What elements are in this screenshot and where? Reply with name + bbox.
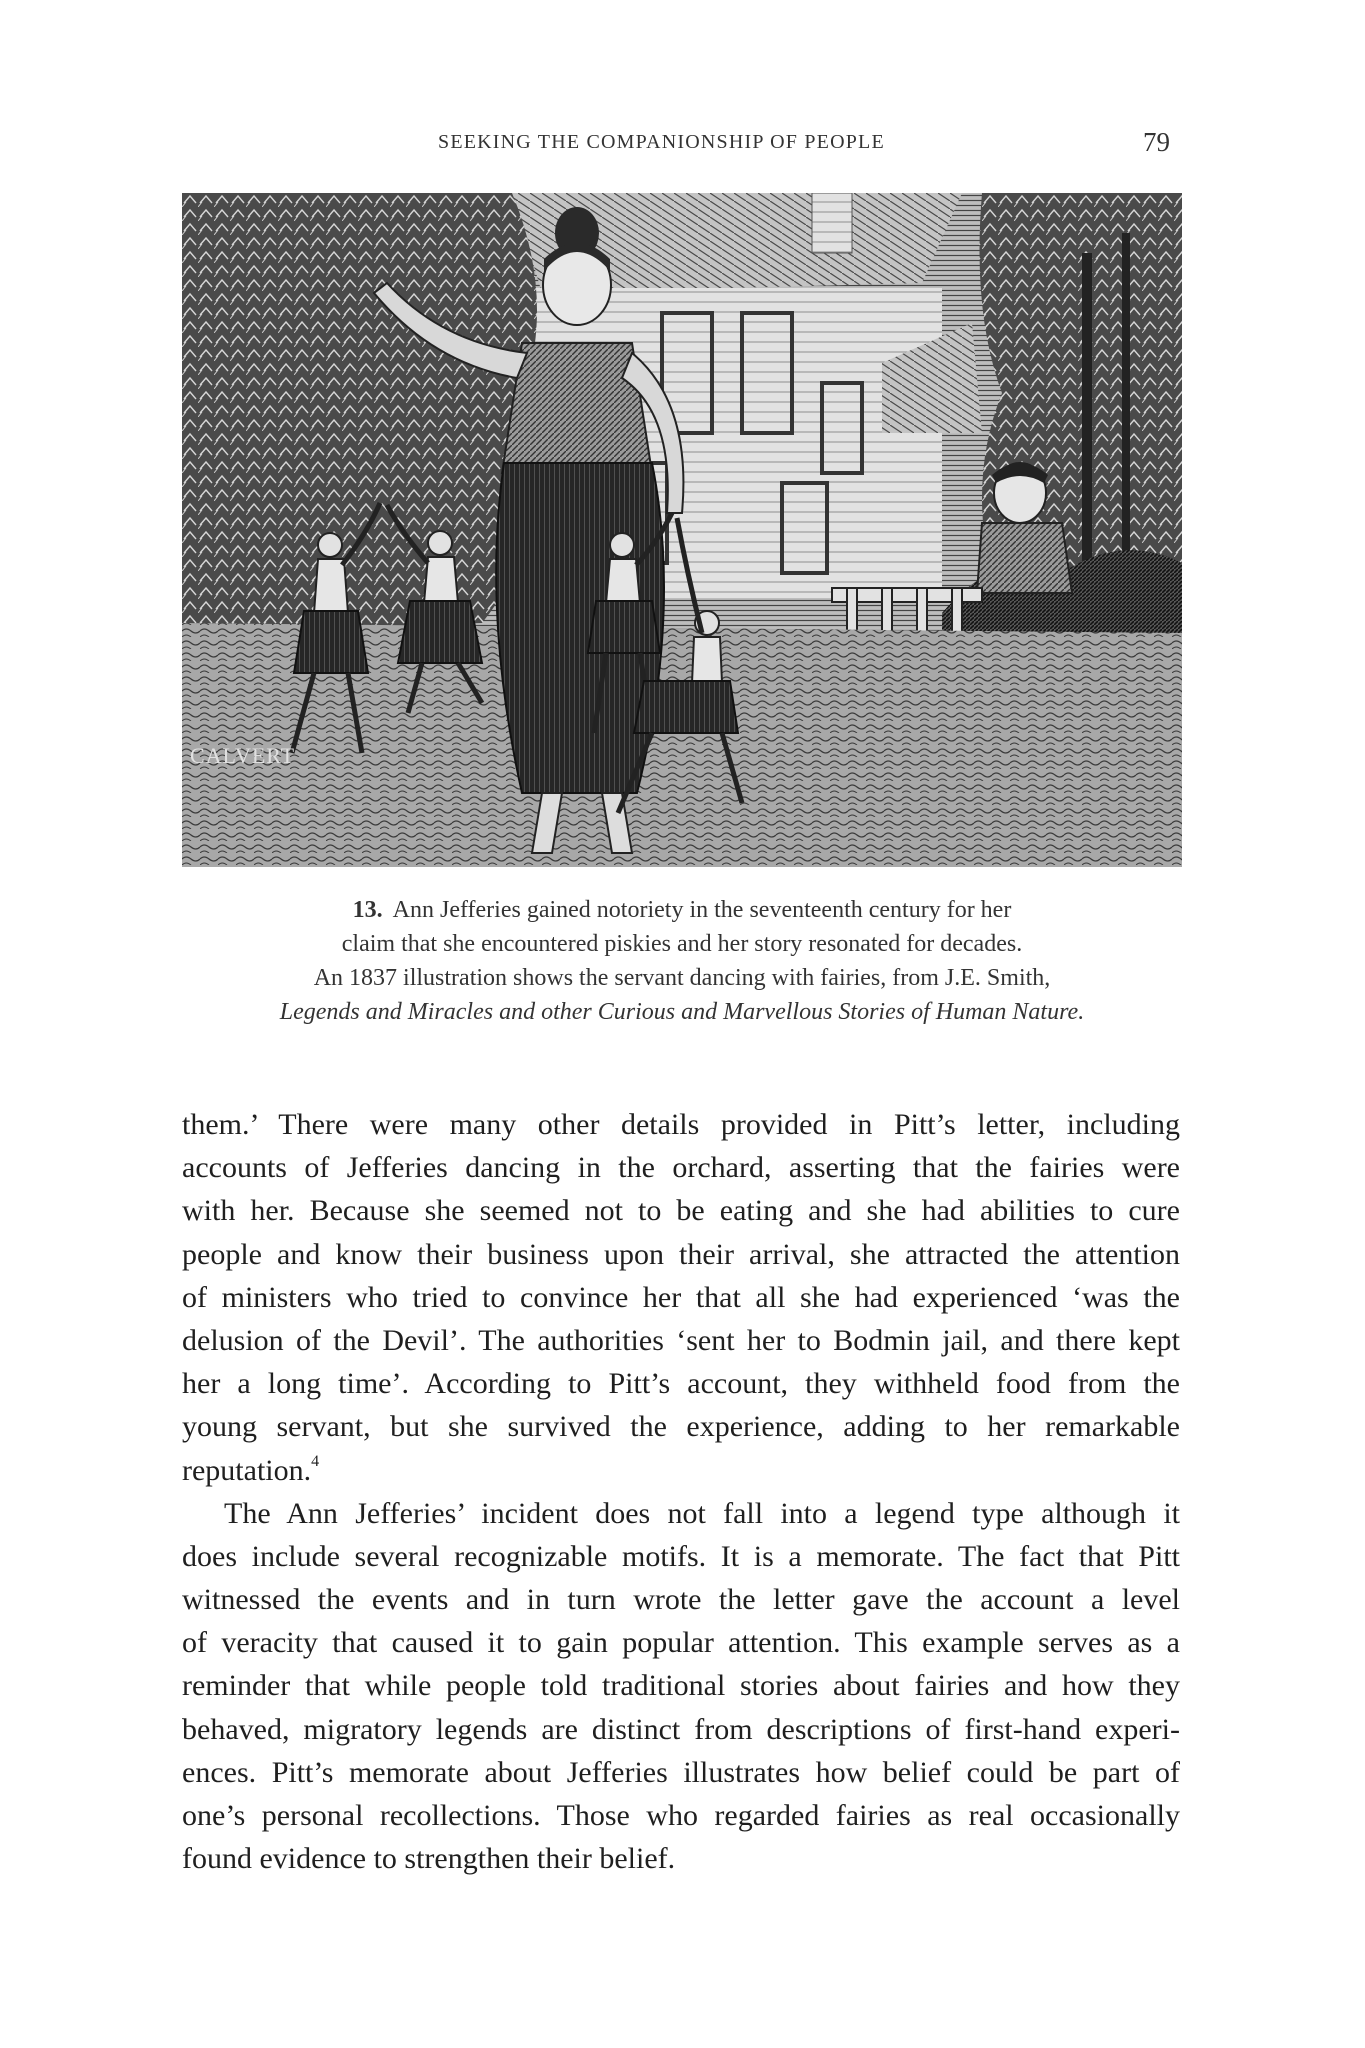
- text-line: them.’ There were many other details provided in Pitt’s letter, including: [182, 1108, 1180, 1141]
- figure-number: 13.: [352, 897, 383, 923]
- artist-signature: CALVERT: [190, 743, 296, 768]
- text-line: does include several recognizable motifs. It is a memorate. The fact that Pitt: [182, 1539, 1180, 1573]
- text-line: people and know their business upon their arrival, she attracted the attention: [182, 1237, 1180, 1271]
- caption-line-1: 13. Ann Jefferies gained notoriety in the seventeenth century for her: [352, 897, 1012, 923]
- paragraph-2: [182, 1492, 1180, 1881]
- text-line: The Ann Jefferies’ incident does not fall into a legend type although it: [224, 1496, 1180, 1530]
- text-line: reminder that while people told traditional stories about fairies and how they: [182, 1669, 1180, 1703]
- text-line: found evidence to strengthen their belief.: [182, 1842, 676, 1876]
- text-line: behaved, migratory legends are distinct from descriptions of first-hand experi-: [182, 1712, 1180, 1746]
- text-line: accounts of Jefferies dancing in the orchard, asserting that the fairies were: [182, 1151, 1180, 1185]
- text-line: of ministers who tried to convince her that all she had experienced ‘was the: [182, 1280, 1180, 1314]
- footnote-marker[interactable]: 4: [311, 1452, 320, 1470]
- text-line: one’s personal recollections. Those who regarded fairies as real occasionally: [182, 1799, 1180, 1832]
- figure-caption: [182, 893, 1182, 1029]
- running-head: [0, 127, 1365, 163]
- caption-citation: Legends and Miracles and other Curious and Marvellous Stories of Human Nature.: [279, 999, 1085, 1025]
- text-line: young servant, but she survived the experience, adding to her remarkable: [182, 1410, 1180, 1444]
- text-line: reputation.$^4$: [182, 1452, 320, 1487]
- text-line: witnessed the events and in turn wrote the letter gave the account a level: [182, 1583, 1180, 1617]
- text-line: her a long time’. According to Pitt’s account, they withheld food from the: [182, 1367, 1180, 1401]
- text-line: with her. Because she seemed not to be eating and she had abilities to cure: [182, 1194, 1180, 1228]
- caption-line-2: claim that she encountered piskies and her story resonated for decades.: [341, 931, 1023, 957]
- page-number: 79: [1143, 127, 1170, 157]
- illustration-woodcut: [182, 193, 1182, 867]
- text-line: ences. Pitt’s memorate about Jefferies illustrates how belief could be part of: [182, 1755, 1180, 1789]
- text-line: delusion of the Devil’. The authorities ‘sent her to Bodmin jail, and there kept: [182, 1323, 1180, 1357]
- illustration-svg: [182, 193, 1182, 867]
- text-line: of veracity that caused it to gain popular attention. This example serves as a: [182, 1626, 1180, 1660]
- caption-line-3: An 1837 illustration shows the servant dancing with fairies, from J.E. Smith,: [313, 965, 1051, 991]
- body-text: [182, 1103, 1180, 1880]
- paragraph-1: [182, 1103, 1180, 1492]
- running-title: SEEKING THE COMPANIONSHIP OF PEOPLE: [438, 131, 885, 153]
